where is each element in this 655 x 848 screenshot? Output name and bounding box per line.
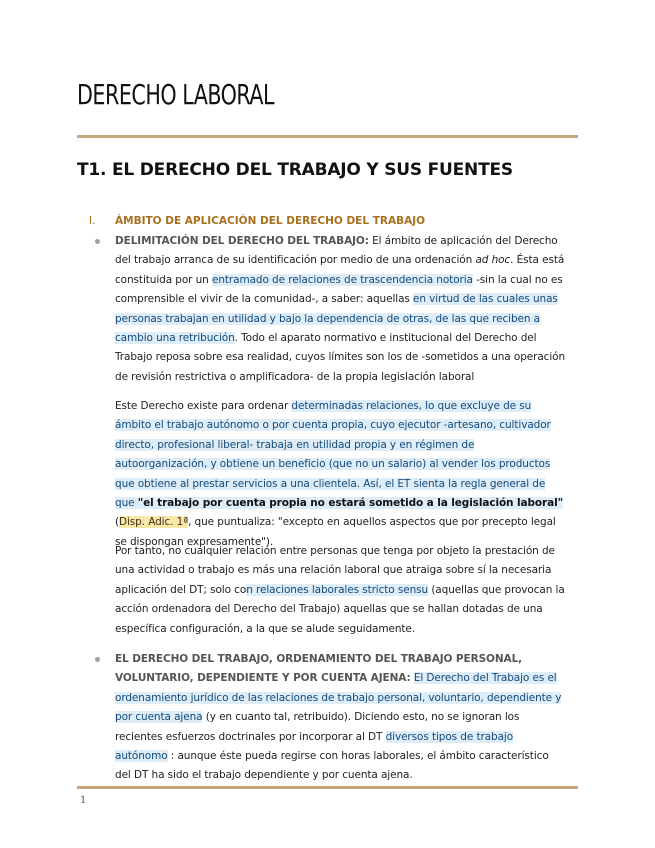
text-run: . Ésta está constituida por un	[115, 254, 565, 286]
highlighted-text: n relaciones laborales stricto sensu	[246, 583, 429, 596]
text-run: . Todo el aparato normativo e institucional del Derecho del Trabajo reposa sobre esa realidad, cuyos límites son los de -sometidos a una operación de revisión restrictiva o amplificadora- de la propia legislación laboral	[115, 332, 566, 383]
highlighted-text: entramado de relaciones de trascendencia notoria	[211, 273, 473, 286]
section-title: ÁMBITO DE APLICACIÓN DEL DERECHO DEL TRABAJO	[115, 215, 426, 227]
yellow-highlight-text: Disp. Adic. 1ª	[119, 516, 189, 529]
text-run: (aquellas que provocan la acción ordenadora del Derecho del Trabajo) aquellas que se hallan dotadas de una específica configuración, a la que se alude seguidamente.	[115, 583, 565, 635]
text-run: (	[115, 516, 119, 529]
bullet-lead: EL DERECHO DEL TRABAJO, ORDENAMIENTO DEL TRABAJO PERSONAL, VOLUNTARIO, DEPENDIENTE Y POR CUENTA AJENA:	[115, 653, 523, 685]
text-run: -sin la cual no es comprensible el vivir de la comunidad-, a saber: aquellas	[115, 273, 563, 306]
text-run: , que puntualiza: "excepto en aquellos aspectos que por precepto legal se dispongan expresamente").	[115, 516, 556, 548]
bullet-lead: DELIMITACIÓN DEL DERECHO DEL TRABAJO:	[115, 235, 369, 247]
topic-title: T1. EL DERECHO DEL TRABAJO Y SUS FUENTES	[77, 160, 513, 180]
text-run: (y en cuanto tal, retribuido). Diciendo esto, no se ignoran los recientes esfuerzos doctrinales por incorporar al DT	[115, 711, 520, 743]
paragraph	[115, 542, 567, 639]
text-run: Por tanto, no cualquier relación entre personas que tenga por objeto la prestación de una actividad o trabajo es más una relación laboral que atraiga sobre sí la necesaria aplicación del DT; solo co	[115, 545, 555, 596]
highlighted-bold-text: "el trabajo por cuenta propia no estará sometido a la legislación laboral"	[137, 497, 563, 510]
italic-text: ad hoc	[475, 254, 511, 267]
section-heading	[89, 215, 425, 227]
document-title: DERECHO LABORAL	[77, 78, 274, 111]
highlighted-text: El Derecho del Trabajo es el ordenamiento jurídico de las relaciones de trabajo personal, voluntario, dependiente y por cuenta ajena	[115, 672, 562, 724]
page-number: 1	[80, 795, 87, 806]
section-numeral: I.	[89, 215, 96, 227]
paragraph-relaciones	[115, 542, 567, 639]
footer-divider	[77, 786, 578, 789]
highlighted-text: determinadas relaciones, lo que excluye de su ámbito el trabajo autónomo o por cuenta propia, cuyo ejecutor -artesano, cultivador directo, profesional liberal- trabaja en utilidad propia y en régimen de autoorganización, y obtiene un beneficio (que no un salario) al vender los productos que obtiene al prestar servicios a una clientela. Así, el ET sienta la regla general de que	[115, 400, 551, 510]
bullet-paragraph	[115, 650, 567, 786]
bullet-paragraph	[115, 232, 567, 387]
paragraph-ambito	[115, 397, 567, 552]
text-run: El ámbito de aplicación del Derecho del trabajo arranca de su identificación por medio de una ordenación	[115, 235, 558, 267]
highlighted-text: en virtud de las cuales unas personas trabajan en utilidad y bajo la dependencia de otras, de las que reciben a cambio una retribución	[115, 293, 558, 345]
highlighted-text: diversos tipos de trabajo autónomo	[115, 730, 514, 763]
paragraph	[115, 397, 567, 552]
bullet-delimitacion	[115, 232, 567, 387]
bullet-icon	[95, 239, 100, 244]
header-divider	[77, 135, 578, 138]
text-run: Este Derecho existe para ordenar	[115, 400, 292, 412]
bullet-icon	[95, 657, 100, 662]
bullet-derecho-trabajo	[115, 650, 567, 786]
text-run: : aunque éste pueda regirse con horas laborales, el ámbito característico del DT ha sido el trabajo dependiente y por cuenta ajena.	[115, 750, 549, 782]
